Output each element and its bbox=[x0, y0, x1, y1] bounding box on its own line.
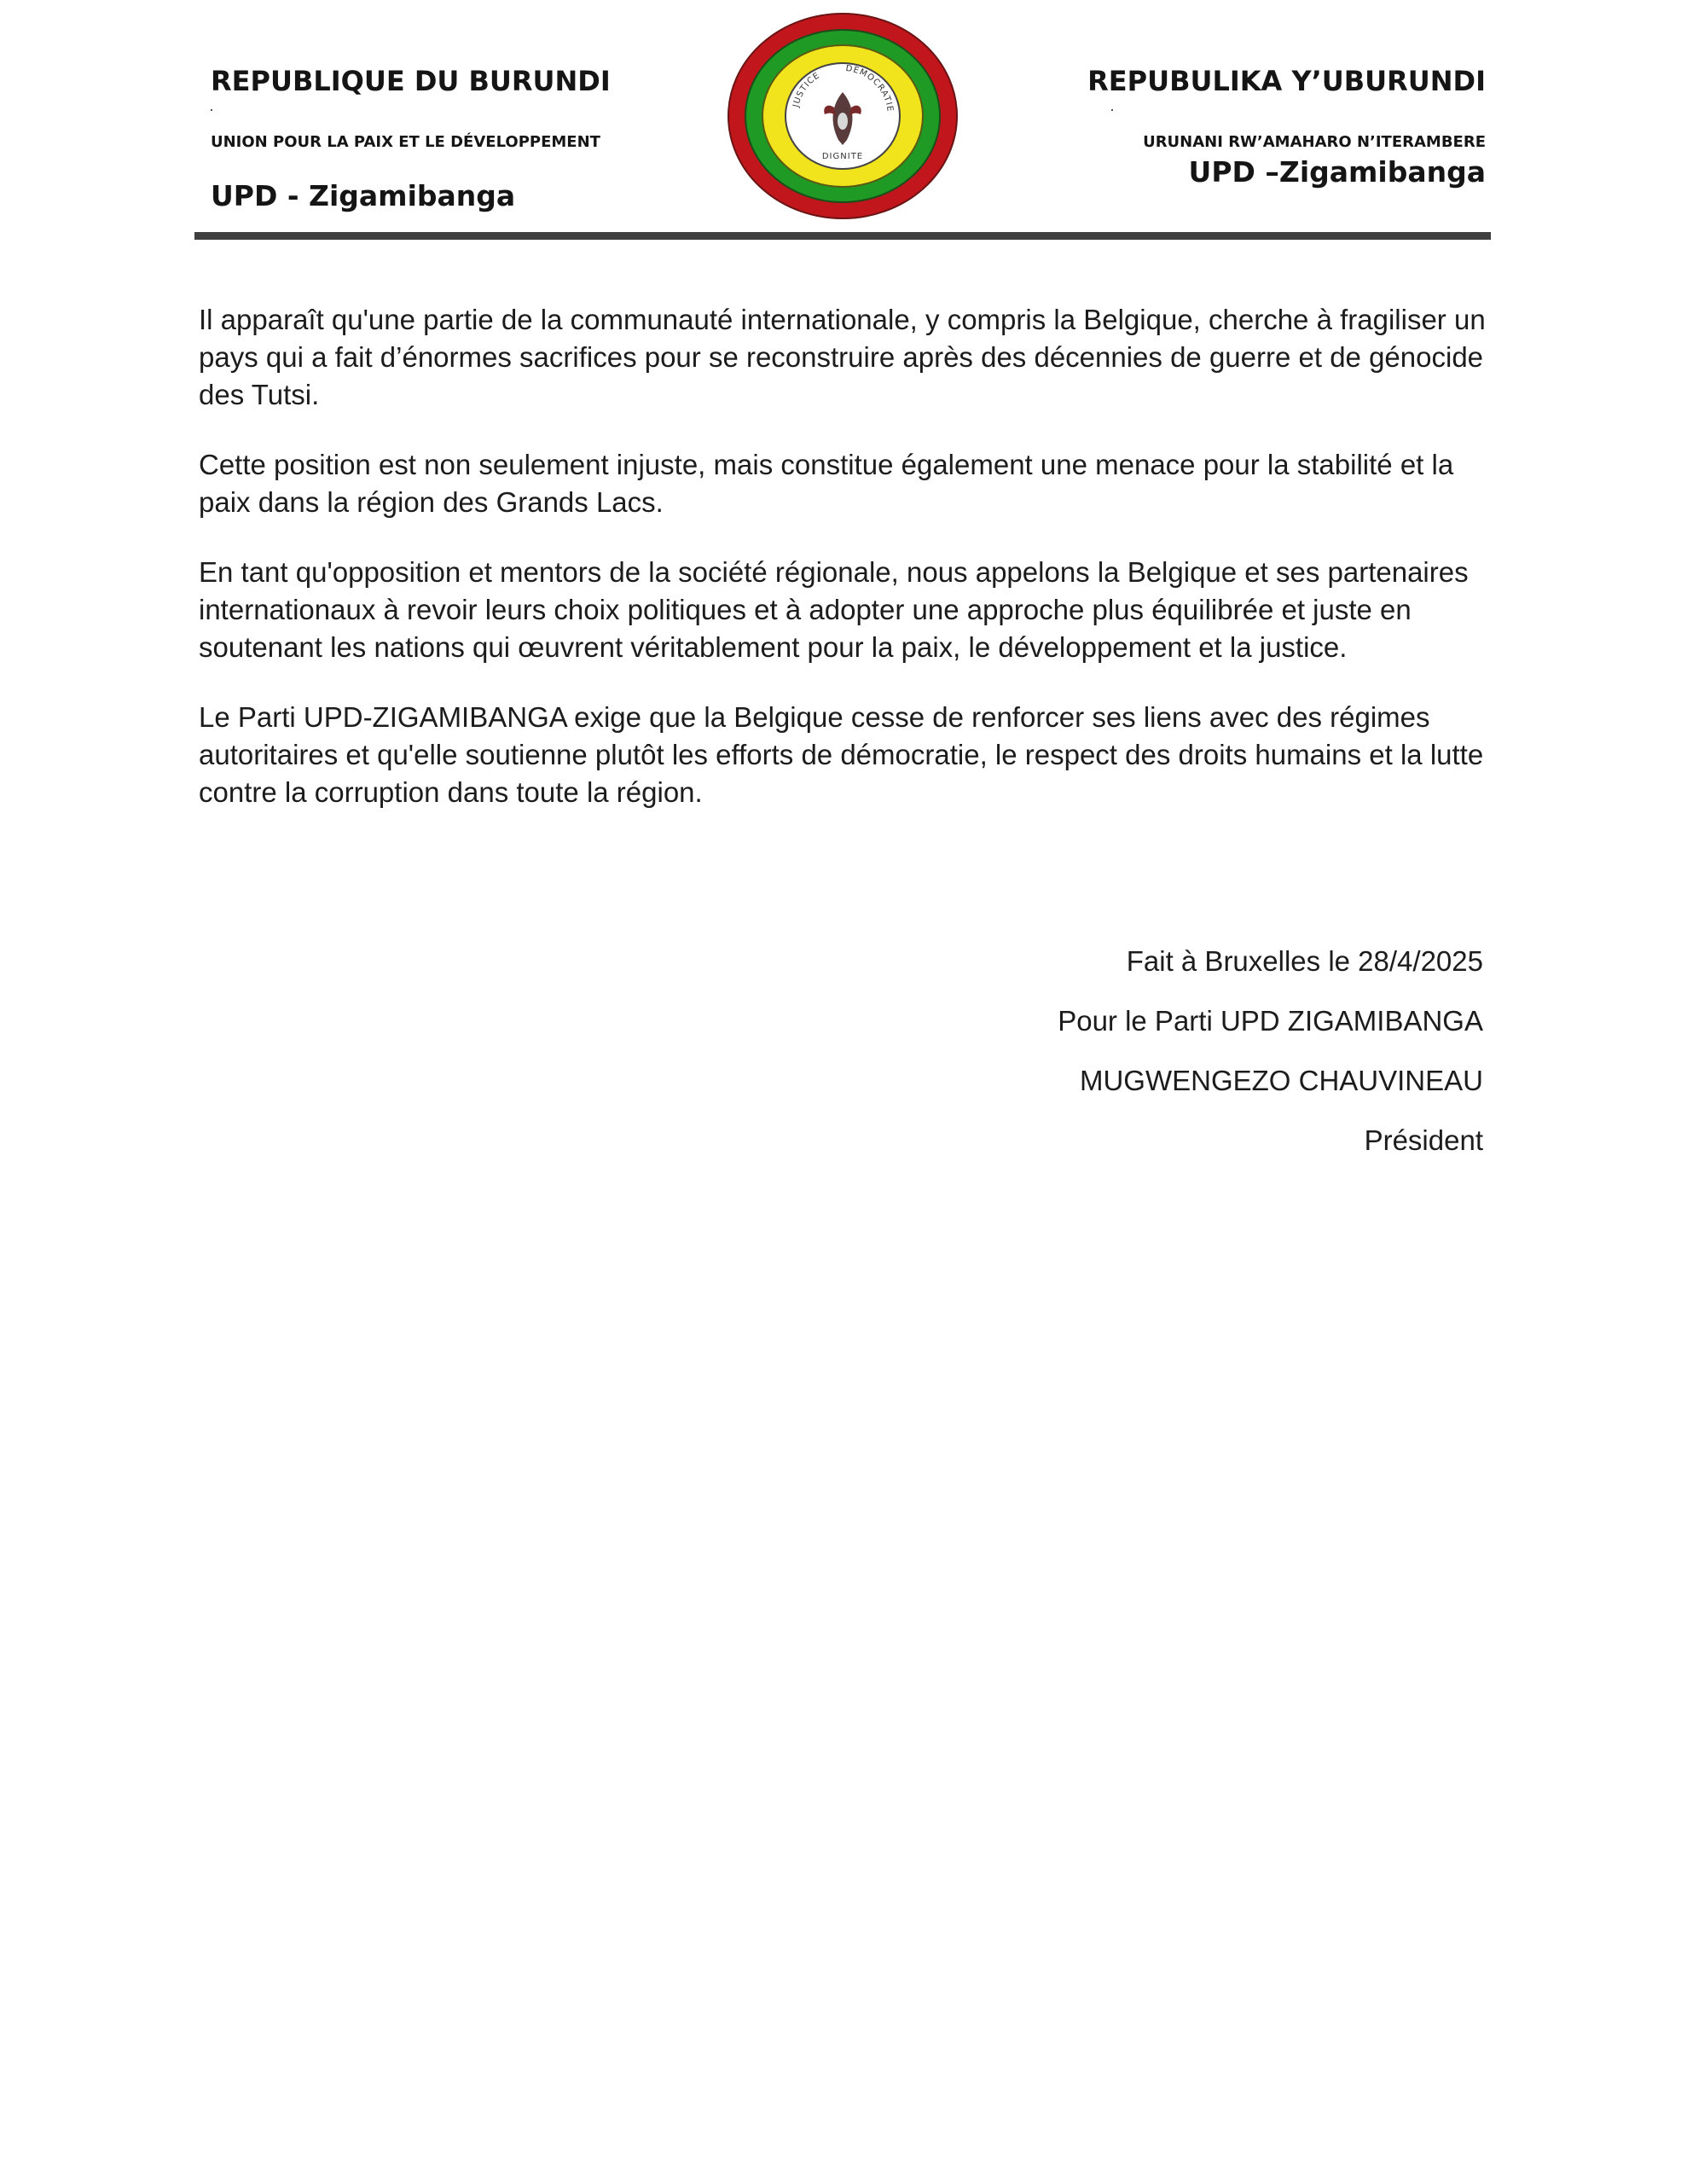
body-paragraph-3: En tant qu'opposition et mentors de la société régionale, nous appelons la Belgique et ses partenaires internationaux à revoir leurs choix politiques et à adopter une approche plus équilibrée et juste en soutenant les nations qui œuvrent véritablement pour la paix, le développement et la justice. bbox=[199, 556, 1469, 663]
signature-name: MUGWENGEZO CHAUVINEAU bbox=[1079, 1065, 1483, 1096]
header-party-full-rn: URUNANI RW’AMAHARO N’ITERAMBERE bbox=[1143, 133, 1486, 151]
signature-on-behalf: Pour le Parti UPD ZIGAMIBANGA bbox=[1058, 1005, 1483, 1037]
header-dot-right bbox=[1111, 109, 1113, 111]
body-paragraph-4: Le Parti UPD-ZIGAMIBANGA exige que la Belgique cesse de renforcer ses liens avec des régimes autoritaires et qu'elle soutienne plutôt les efforts de démocratie, le respect des droits humains et la lutte contre la corruption dans toute la région. bbox=[199, 701, 1484, 808]
header-party-short-rn: UPD –Zigamibanga bbox=[1188, 155, 1486, 189]
logo-text-dignite: DIGNITE bbox=[821, 152, 864, 161]
logo-text-democratie: DEMOCRATIE bbox=[844, 64, 895, 113]
header-divider bbox=[194, 232, 1491, 240]
header-party-short-fr: UPD - Zigamibanga bbox=[211, 179, 516, 212]
body-paragraph-1: Il apparaît qu'une partie de la communauté internationale, y compris la Belgique, cherche à fragiliser un pays qui a fait d’énormes sacrifices pour se reconstruire après des décennies de guerre et de génocide des Tutsi. bbox=[199, 304, 1486, 410]
signature-title: Président bbox=[1364, 1124, 1483, 1156]
header-country-fr: REPUBLIQUE DU BURUNDI bbox=[211, 65, 611, 97]
header-dot-left bbox=[211, 109, 212, 111]
logo-text-justice: JUSTICE bbox=[791, 71, 822, 108]
header-party-full-fr: UNION POUR LA PAIX ET LE DÉVELOPPEMENT bbox=[211, 133, 600, 151]
letter-body bbox=[199, 301, 1488, 844]
party-logo bbox=[727, 12, 959, 220]
body-paragraph-2: Cette position est non seulement injuste, mais constitue également une menace pour la stabilité et la paix dans la région des Grands Lacs. bbox=[199, 449, 1454, 518]
signature-place-date: Fait à Bruxelles le 28/4/2025 bbox=[1126, 945, 1483, 977]
signature-block bbox=[1058, 943, 1483, 1182]
header-country-rn: REPUBULIKA Y’UBURUNDI bbox=[1087, 65, 1486, 97]
